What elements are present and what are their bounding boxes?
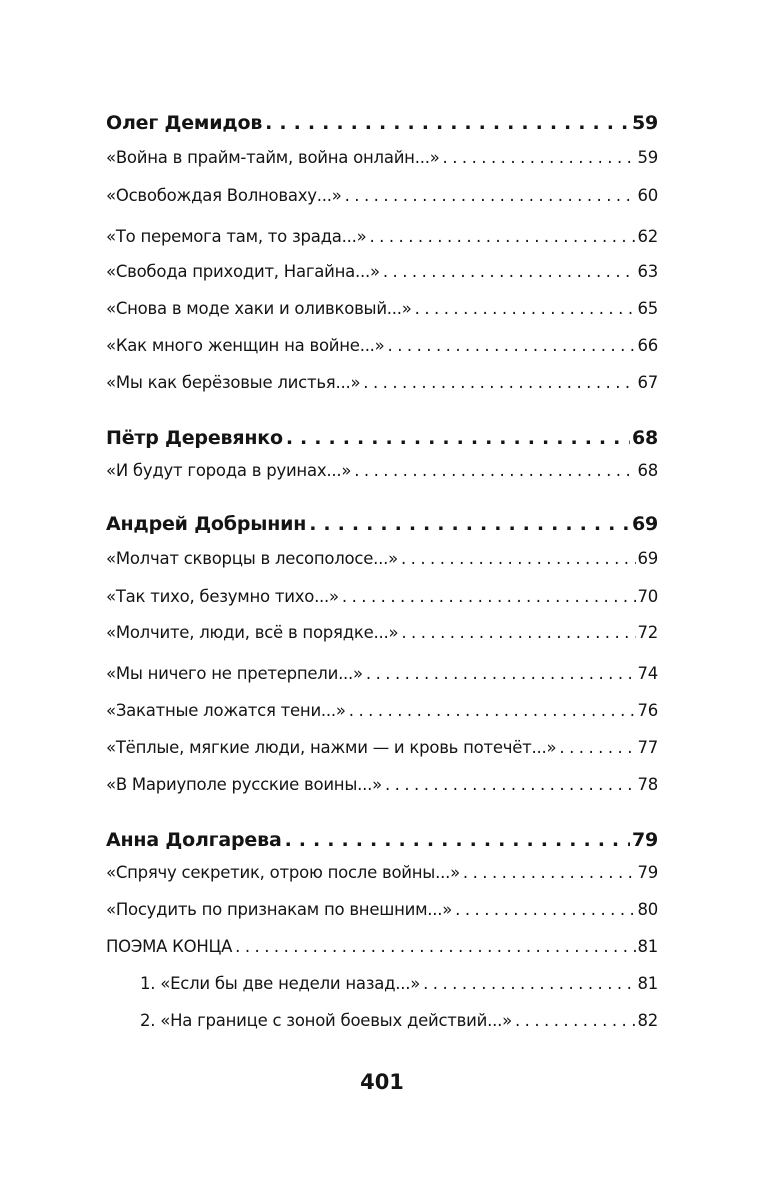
dot-leader bbox=[383, 262, 636, 281]
dot-leader bbox=[345, 186, 636, 205]
toc-subpoem-entry bbox=[140, 1011, 658, 1030]
entry-title: «Война в прайм-тайм, война онлайн...» bbox=[106, 148, 440, 167]
page-number: 401 bbox=[360, 1070, 404, 1094]
entry-page-number: 69 bbox=[631, 513, 658, 535]
dot-leader bbox=[349, 701, 636, 720]
entry-title: Анна Долгарева bbox=[106, 829, 282, 851]
toc-author-entry bbox=[106, 112, 658, 134]
toc-poem-entry bbox=[106, 373, 658, 392]
toc-poem-entry bbox=[106, 262, 658, 281]
entry-page-number: 59 bbox=[637, 148, 658, 167]
entry-title: «То перемога там, то зрада...» bbox=[106, 227, 367, 246]
dot-leader bbox=[354, 461, 635, 480]
dot-leader bbox=[515, 1011, 636, 1030]
entry-page-number: 65 bbox=[637, 299, 658, 318]
dot-leader bbox=[415, 299, 636, 318]
dot-leader bbox=[342, 587, 636, 606]
toc-poem-entry bbox=[106, 701, 658, 720]
dot-leader bbox=[401, 549, 636, 568]
entry-title: Андрей Добрынин bbox=[106, 513, 307, 535]
entry-title: «Свобода приходит, Нагайна...» bbox=[106, 262, 380, 281]
dot-leader bbox=[423, 974, 635, 993]
dot-leader bbox=[463, 863, 636, 882]
entry-page-number: 76 bbox=[637, 701, 658, 720]
dot-leader bbox=[366, 664, 636, 683]
dot-leader bbox=[559, 738, 635, 757]
toc-poem-entry bbox=[106, 587, 658, 606]
toc-poem-entry bbox=[106, 549, 658, 568]
dot-leader bbox=[455, 900, 635, 919]
toc-poem-entry bbox=[106, 937, 658, 956]
dot-leader bbox=[363, 373, 635, 392]
dot-leader bbox=[388, 336, 636, 355]
entry-title: ПОЭМА КОНЦА bbox=[106, 937, 233, 956]
toc-poem-entry bbox=[106, 664, 658, 683]
entry-page-number: 79 bbox=[631, 829, 658, 851]
toc-poem-entry bbox=[106, 336, 658, 355]
entry-page-number: 82 bbox=[637, 1011, 658, 1030]
entry-title: Олег Демидов bbox=[106, 112, 263, 134]
entry-title: 1. «Если бы две недели назад...» bbox=[140, 974, 421, 993]
entry-page-number: 78 bbox=[637, 775, 658, 794]
entry-page-number: 81 bbox=[637, 937, 658, 956]
entry-title: «Закатные ложатся тени...» bbox=[106, 701, 346, 720]
toc-poem-entry bbox=[106, 775, 658, 794]
toc-poem-entry bbox=[106, 863, 658, 882]
entry-page-number: 66 bbox=[637, 336, 658, 355]
entry-title: «В Мариуполе русские воины...» bbox=[106, 775, 382, 794]
entry-title: «Спрячу секретик, отрою после войны...» bbox=[106, 863, 460, 882]
toc-poem-entry bbox=[106, 227, 658, 246]
entry-title: «Мы ничего не претерпели...» bbox=[106, 664, 363, 683]
toc-poem-entry bbox=[106, 148, 658, 167]
toc-author-entry bbox=[106, 829, 658, 851]
toc-author-entry bbox=[106, 513, 658, 535]
toc-poem-entry bbox=[106, 299, 658, 318]
entry-page-number: 69 bbox=[637, 549, 658, 568]
entry-page-number: 79 bbox=[637, 863, 658, 882]
dot-leader bbox=[286, 427, 630, 449]
entry-page-number: 77 bbox=[637, 738, 658, 757]
entry-page-number: 70 bbox=[637, 587, 658, 606]
dot-leader bbox=[265, 112, 630, 134]
toc-poem-entry bbox=[106, 900, 658, 919]
entry-page-number: 74 bbox=[637, 664, 658, 683]
entry-page-number: 68 bbox=[631, 427, 658, 449]
entry-page-number: 62 bbox=[637, 227, 658, 246]
toc-author-entry bbox=[106, 427, 658, 449]
entry-title: «Посудить по признакам по внешним...» bbox=[106, 900, 453, 919]
dot-leader bbox=[385, 775, 636, 794]
entry-page-number: 72 bbox=[637, 623, 658, 642]
entry-page-number: 60 bbox=[637, 186, 658, 205]
dot-leader bbox=[285, 829, 630, 851]
entry-title: «Так тихо, безумно тихо...» bbox=[106, 587, 339, 606]
entry-title: «Тёплые, мягкие люди, нажми — и кровь потечёт...» bbox=[106, 738, 557, 757]
dot-leader bbox=[369, 227, 635, 246]
dot-leader bbox=[235, 937, 635, 956]
toc-poem-entry bbox=[106, 738, 658, 757]
toc-subpoem-entry bbox=[140, 974, 658, 993]
entry-title: 2. «На границе с зоной боевых действий...» bbox=[140, 1011, 512, 1030]
entry-page-number: 81 bbox=[637, 974, 658, 993]
entry-page-number: 67 bbox=[637, 373, 658, 392]
entry-page-number: 68 bbox=[637, 461, 658, 480]
entry-title: «Мы как берёзовые листья...» bbox=[106, 373, 361, 392]
entry-title: Пётр Деревянко bbox=[106, 427, 283, 449]
entry-title: «Молчите, люди, всё в порядке...» bbox=[106, 623, 399, 642]
dot-leader bbox=[309, 513, 630, 535]
toc-poem-entry bbox=[106, 623, 658, 642]
entry-title: «Молчат скворцы в лесополосе...» bbox=[106, 549, 398, 568]
entry-title: «Как много женщин на войне...» bbox=[106, 336, 385, 355]
entry-title: «Снова в моде хаки и оливковый...» bbox=[106, 299, 412, 318]
entry-title: «И будут города в руинах...» bbox=[106, 461, 352, 480]
entry-page-number: 63 bbox=[637, 262, 658, 281]
dot-leader bbox=[401, 623, 635, 642]
toc-poem-entry bbox=[106, 461, 658, 480]
entry-page-number: 59 bbox=[631, 112, 658, 134]
entry-title: «Освобождая Волноваху...» bbox=[106, 186, 342, 205]
entry-page-number: 80 bbox=[637, 900, 658, 919]
dot-leader bbox=[443, 148, 636, 167]
toc-poem-entry bbox=[106, 186, 658, 205]
